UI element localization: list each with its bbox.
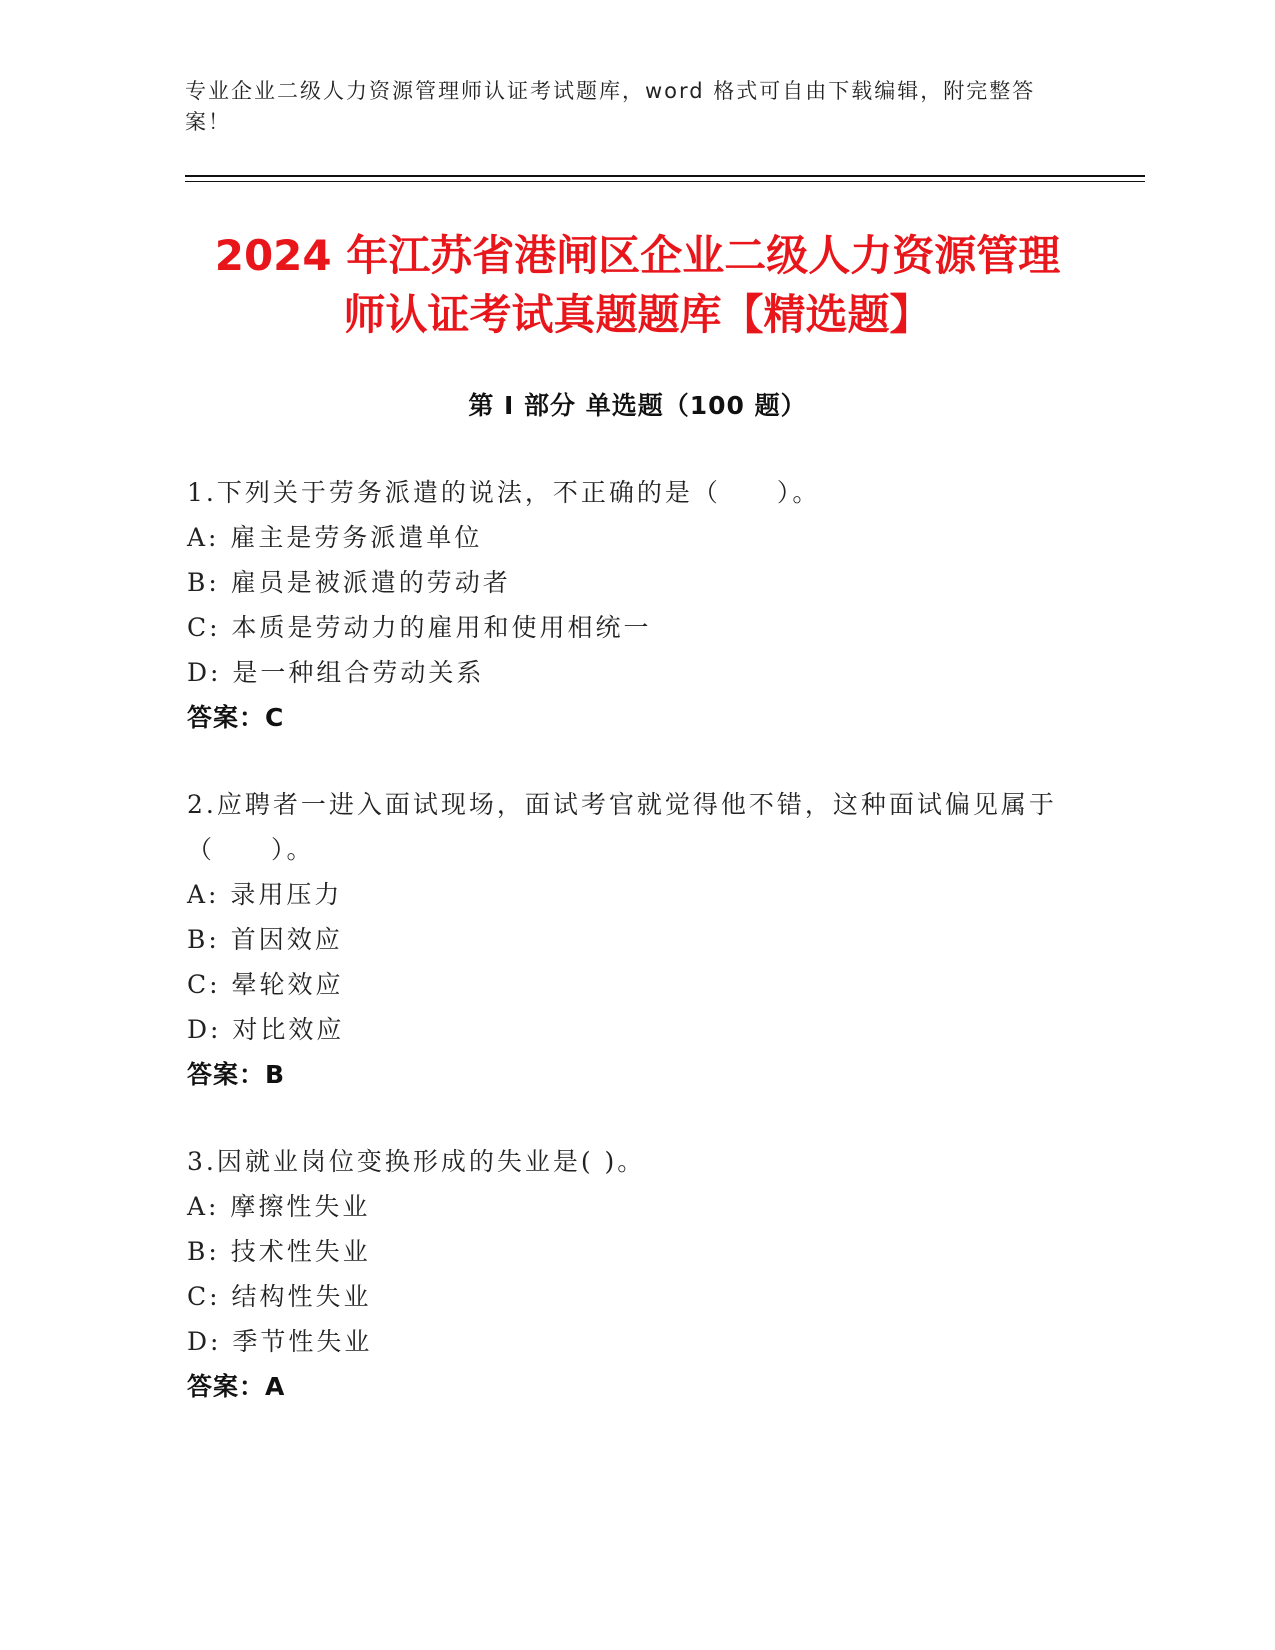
question-stem: 1.下列关于劳务派遣的说法，不正确的是（ ）。 [187, 478, 821, 507]
document-title [0, 226, 1275, 344]
option-b: B: 雇员是被派遣的劳动者 [187, 568, 511, 597]
option-d: D: 是一种组合劳动关系 [187, 658, 485, 687]
title-line-2: 师认证考试真题题库【精选题】 [343, 290, 932, 339]
title-line-1: 2024 年江苏省港闸区企业二级人力资源管理 [214, 231, 1061, 280]
option-c: C: 结构性失业 [187, 1282, 372, 1311]
answer: 答案：C [187, 703, 285, 732]
option-c: C: 本质是劳动力的雇用和使用相统一 [187, 613, 652, 642]
question-2 [187, 782, 1067, 1097]
header-rule-thick [185, 175, 1145, 177]
option-d: D: 季节性失业 [187, 1327, 373, 1356]
question-1 [187, 470, 1067, 740]
section-heading: 第 I 部分 单选题（100 题） [468, 391, 807, 420]
option-a: A: 摩擦性失业 [187, 1192, 371, 1221]
question-stem: 2.应聘者一进入面试现场，面试考官就觉得他不错，这种面试偏见属于（ ）。 [187, 790, 1057, 864]
question-3 [187, 1139, 1067, 1409]
header-note: 专业企业二级人力资源管理师认证考试题库，word 格式可自由下载编辑，附完整答案！ [185, 79, 1036, 134]
option-a: A: 雇主是劳务派遣单位 [187, 523, 483, 552]
question-list [187, 470, 1067, 1451]
option-b: B: 首因效应 [187, 925, 343, 954]
answer: 答案：A [187, 1372, 286, 1401]
option-b: B: 技术性失业 [187, 1237, 371, 1266]
option-c: C: 晕轮效应 [187, 970, 344, 999]
answer: 答案：B [187, 1060, 286, 1089]
option-d: D: 对比效应 [187, 1015, 345, 1044]
option-a: A: 录用压力 [187, 880, 343, 909]
header-rule-thin [185, 181, 1145, 182]
question-stem: 3.因就业岗位变换形成的失业是( )。 [187, 1147, 646, 1176]
